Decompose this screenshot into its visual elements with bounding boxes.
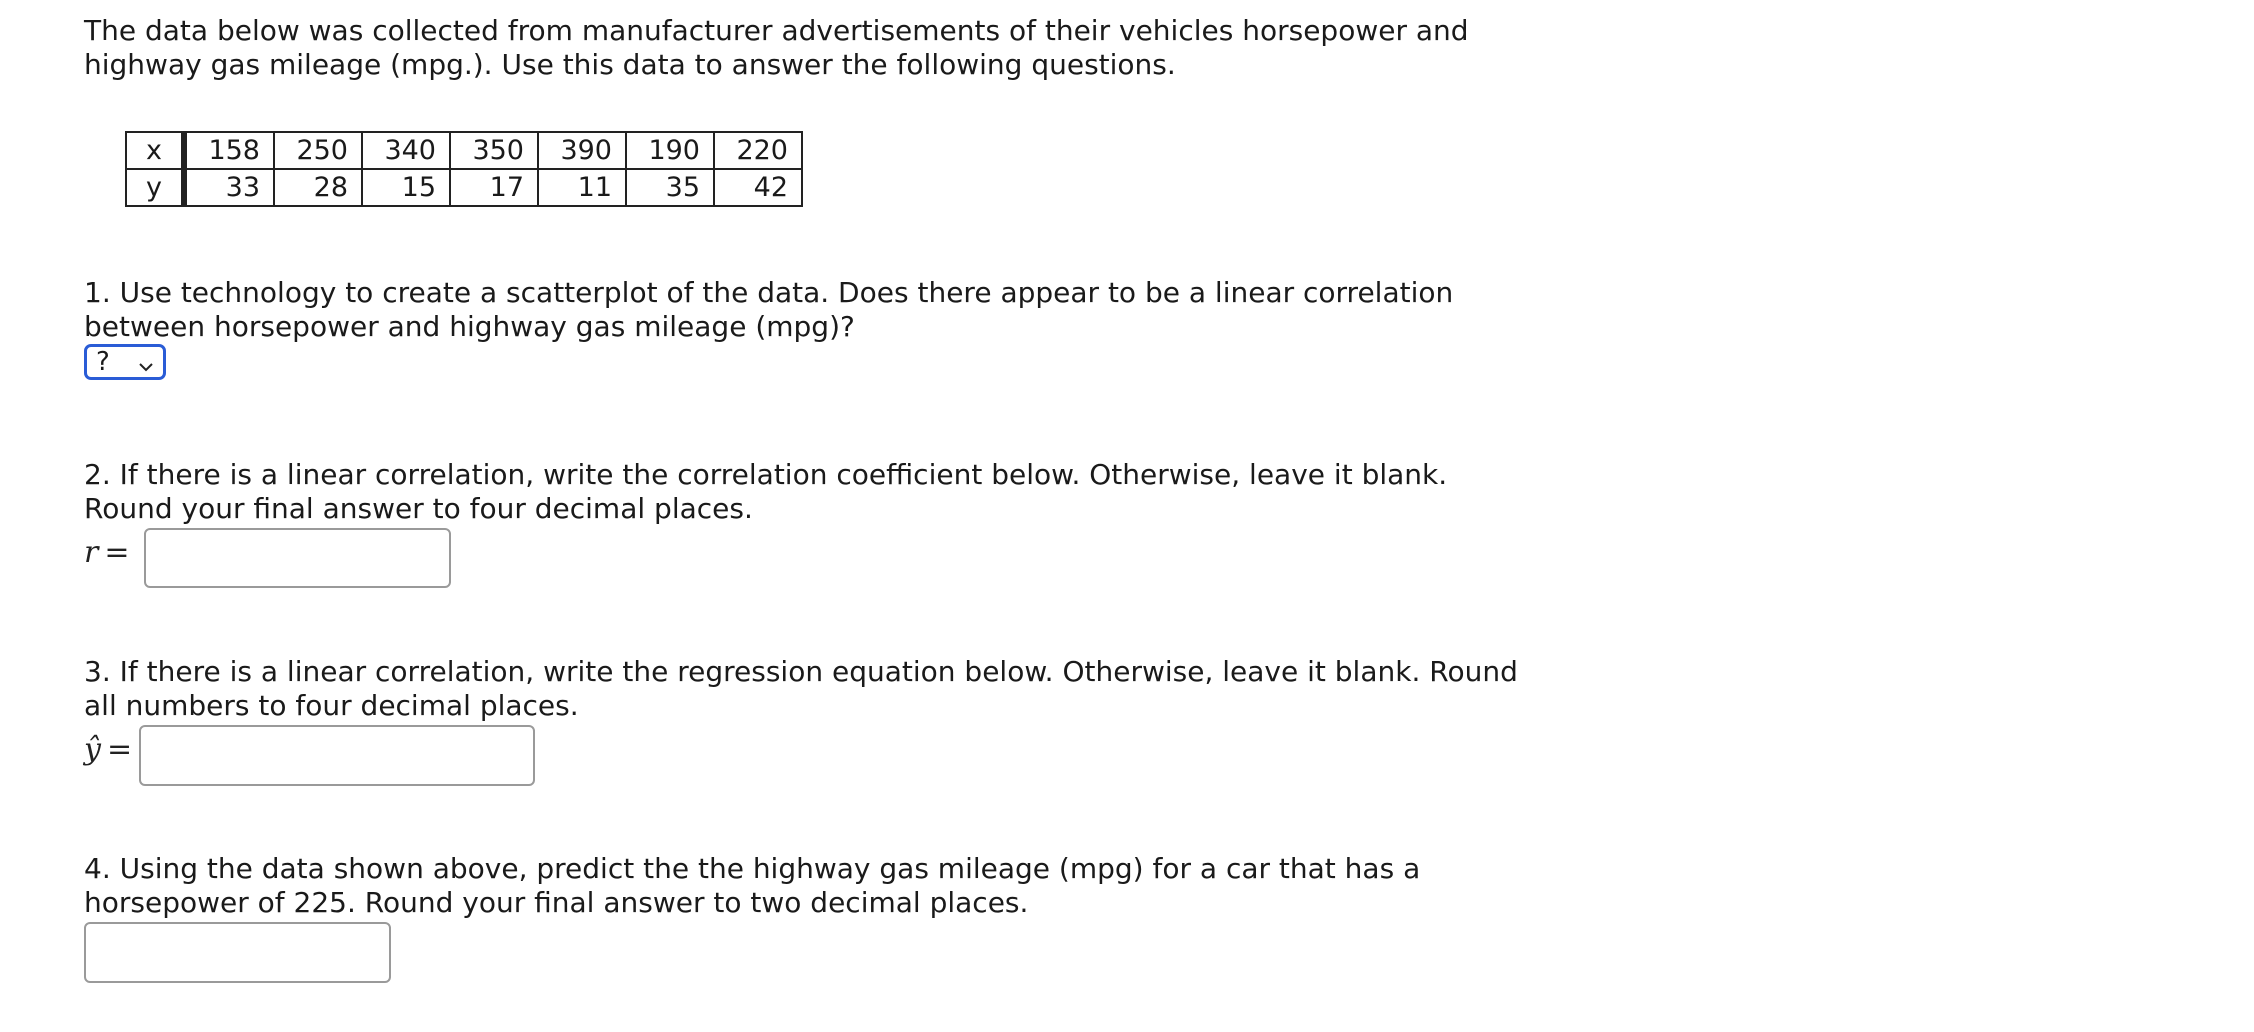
y-hat-var: ŷ [84, 732, 101, 767]
question-4-text: 4. Using the data shown above, predict the the highway gas mileage (mpg) for a car that has a horsepower of 225. Round your final answer to two decimal places. [84, 852, 1421, 919]
intro-text: The data below was collected from manufacturer advertisements of their vehicles horsepower and highway gas mileage (mpg.). Use this data to answer the following questions. [84, 14, 1469, 81]
y-cell: 11 [538, 169, 626, 206]
x-row [126, 132, 802, 169]
x-cell: 158 [184, 132, 274, 169]
y-cell: 33 [184, 169, 274, 206]
chevron-down-icon [137, 353, 155, 383]
r-equals: = [104, 535, 130, 570]
dropdown-value: ? [96, 347, 110, 377]
y-cell: 42 [714, 169, 802, 206]
y-cell: 35 [626, 169, 714, 206]
data-table [125, 131, 803, 207]
x-cell: 250 [274, 132, 362, 169]
y-hat-label [84, 732, 132, 767]
question-2-text: 2. If there is a linear correlation, write the correlation coefficient below. Otherwise, leave it blank. Round your final answer to four decimal places. [84, 458, 1448, 525]
y-row [126, 169, 802, 206]
r-var: r [84, 535, 99, 570]
x-cell: 220 [714, 132, 802, 169]
correlation-dropdown[interactable] [84, 344, 166, 380]
prediction-input[interactable] [84, 922, 391, 983]
regression-equation-input[interactable] [139, 725, 535, 786]
correlation-coefficient-input[interactable] [144, 528, 451, 588]
question-3-text: 3. If there is a linear correlation, write the regression equation below. Otherwise, leave it blank. Round all numbers to four decimal places. [84, 655, 1518, 722]
x-cell: 350 [450, 132, 538, 169]
y-cell: 17 [450, 169, 538, 206]
x-cell: 340 [362, 132, 450, 169]
y-label: y [126, 169, 184, 206]
question-1-text: 1. Use technology to create a scatterplot of the data. Does there appear to be a linear correlation between horsepower and highway gas mileage (mpg)? [84, 276, 1454, 343]
y-hat-equals: = [106, 732, 133, 767]
x-cell: 190 [626, 132, 714, 169]
y-cell: 28 [274, 169, 362, 206]
x-cell: 390 [538, 132, 626, 169]
r-label [84, 535, 129, 570]
y-cell: 15 [362, 169, 450, 206]
x-label: x [126, 132, 184, 169]
